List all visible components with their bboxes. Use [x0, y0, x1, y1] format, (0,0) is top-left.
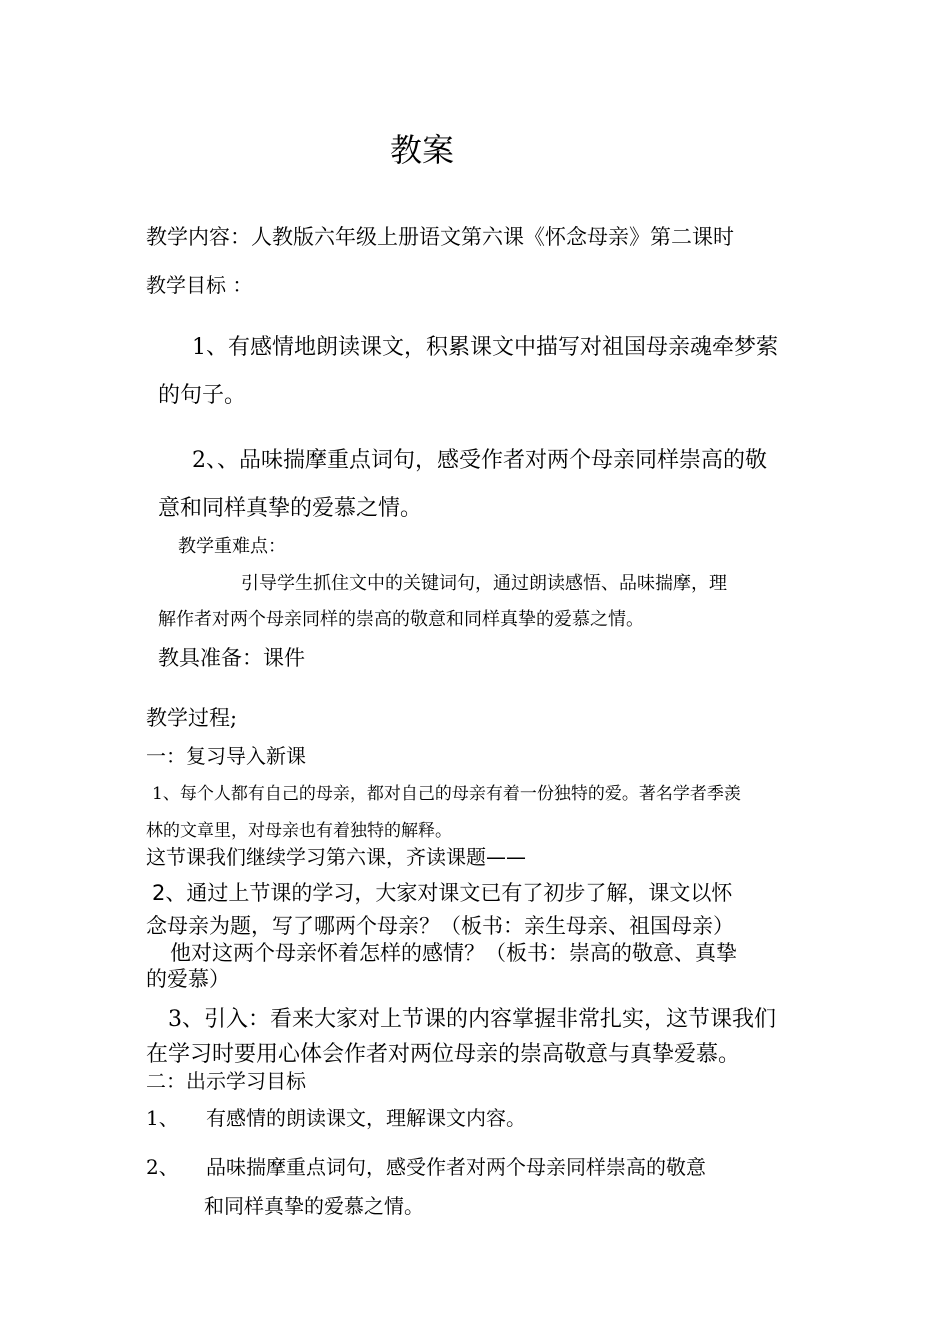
document-title: 教案 [390, 131, 455, 169]
learning-goal-2-line-2: 和同样真挚的爱慕之情。 [204, 1194, 424, 1218]
teaching-objectives-heading: 教学目标 ： [146, 273, 253, 297]
objective-2-line-1: 2、、品味揣摩重点词句，感受作者对两个母亲同样崇高的敬 [192, 448, 767, 473]
objective-2-line-2: 意和同样真挚的爱慕之情。 [158, 496, 423, 521]
section-2-heading: 二：出示学习目标 [146, 1069, 306, 1093]
review-item-1-line-2: 林的文章里，对母亲也有着独特的解释。 [146, 821, 452, 841]
review-item-1-line-1: 1、每个人都有自己的母亲，都对自己的母亲有着一份独特的爱。著名学者季羡 [152, 784, 741, 804]
learning-goal-1-text: 有感情的朗读课文，理解课文内容。 [206, 1106, 526, 1130]
key-points-heading: 教学重难点： [178, 536, 286, 557]
learning-goal-2-line-1: 品味揣摩重点词句，感受作者对两个母亲同样崇高的敬意 [206, 1155, 706, 1179]
teaching-process-heading: 教学过程; [146, 706, 238, 730]
review-item-2-line-1: 2、通过上节课的学习，大家对课文已有了初步了解，课文以怀 [152, 881, 733, 905]
review-item-3-line-1: 3、引入：看来大家对上节课的内容掌握非常扎实，这节课我们 [168, 1007, 776, 1032]
teaching-content-line: 教学内容：人教版六年级上册语文第六课《怀念母亲》第二课时 [146, 225, 734, 249]
key-points-line-1: 引导学生抓住文中的关键词句，通过朗读感悟、品味揣摩，理 [241, 573, 727, 594]
learning-goal-2-number: 2、 [146, 1155, 179, 1179]
review-item-3-line-2: 在学习时要用心体会作者对两位母亲的崇高敬意与真挚爱慕。 [146, 1042, 741, 1067]
review-item-2-line-4: 的爱慕） [146, 967, 230, 991]
section-1-heading: 一：复习导入新课 [146, 744, 306, 768]
review-item-2-line-2: 念母亲为题，写了哪两个母亲？（板书：亲生母亲、祖国母亲） [146, 914, 734, 938]
objective-1-line-1: 1、有感情地朗读课文，积累课文中描写对祖国母亲魂牵梦萦 [192, 335, 778, 360]
teaching-materials: 教具准备：课件 [158, 646, 305, 670]
key-points-line-2: 解作者对两个母亲同样的崇高的敬意和同样真挚的爱慕之情。 [158, 609, 644, 630]
learning-goal-1-number: 1、 [146, 1106, 179, 1130]
review-item-2-line-3: 他对这两个母亲怀着怎样的感情？（板书：崇高的敬意、真挚 [170, 941, 737, 965]
objective-1-line-2: 的句子。 [158, 383, 247, 408]
review-item-1-line-3: 这节课我们继续学习第六课，齐读课题—— [146, 845, 526, 869]
